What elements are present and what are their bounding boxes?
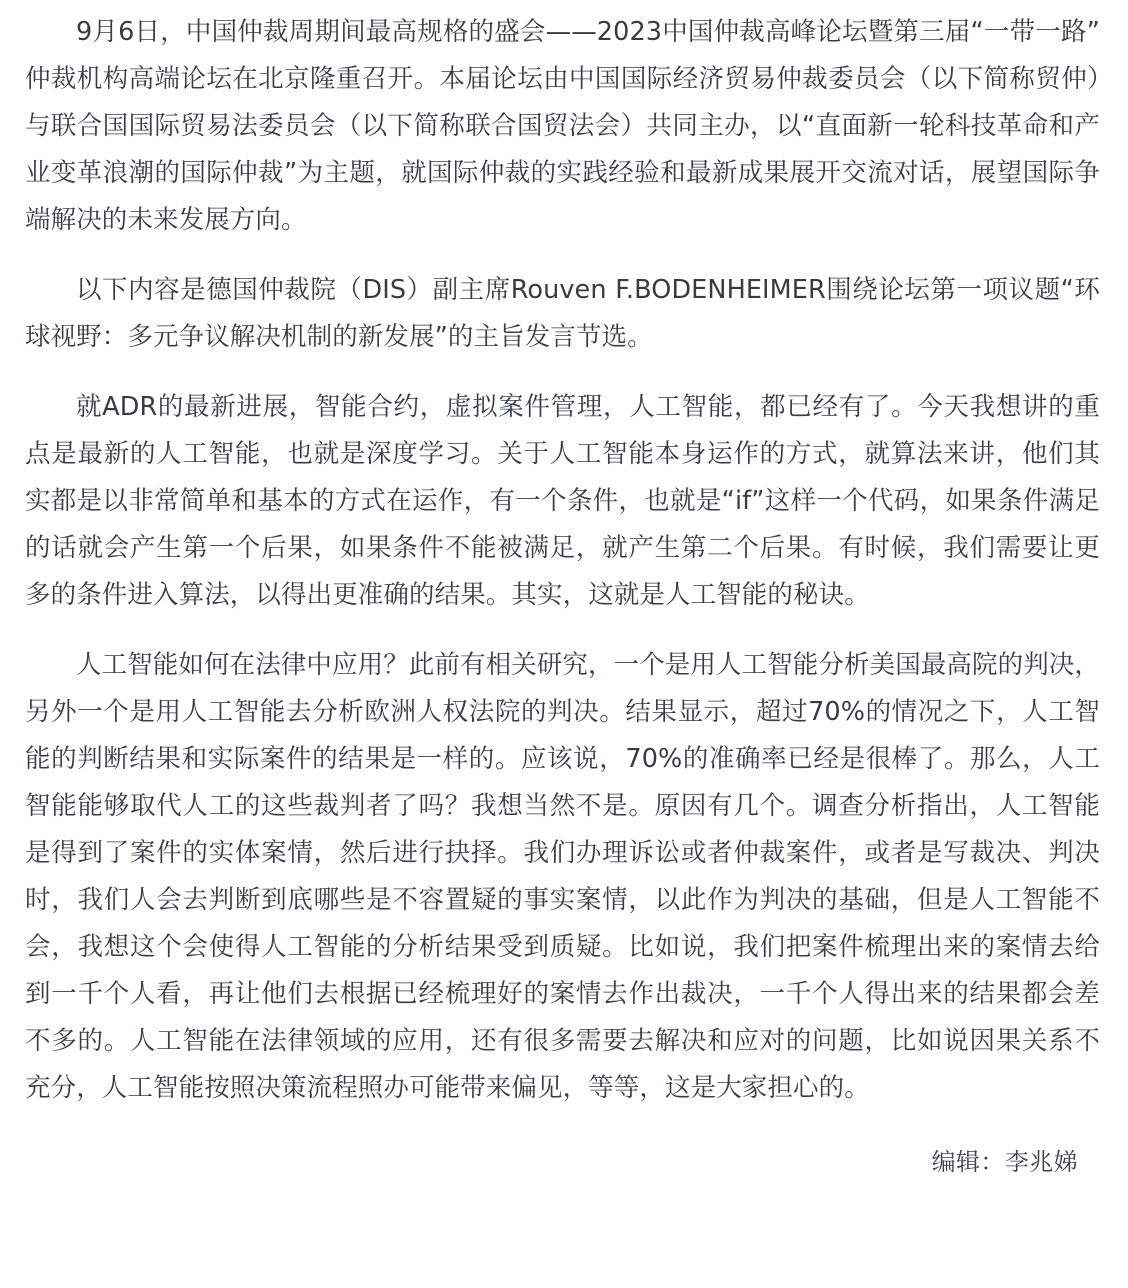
article-paragraph-4: 人工智能如何在法律中应用？此前有相关研究，一个是用人工智能分析美国最高院的判决，另外一个是用人工智能去分析欧洲人权法院的判决。结果显示，超过70%的情况之下，人工智能的判断结果和实际案件的结果是一样的。应该说，70%的准确率已经是很棒了。那么，人工智能能够取代人工的这些裁判者了吗？我想当然不是。原因有几个。调查分析指出，人工智能是得到了案件的实体案情，然后进行抉择。我们办理诉讼或者仲裁案件，或者是写裁决、判决时，我们人会去判断到底哪些是不容置疑的事实案情，以此作为判决的基础，但是人工智能不会，我想这个会使得人工智能的分析结果受到质疑。比如说，我们把案件梳理出来的案情去给到一千个人看，再让他们去根据已经梳理好的案情去作出裁决，一千个人得出来的结果都会差不多的。人工智能在法律领域的应用，还有很多需要去解决和应对的问题，比如说因果关系不充分，人工智能按照决策流程照办可能带来偏见，等等，这是大家担心的。: [25, 650, 1101, 1103]
article-footer: [25, 1142, 1100, 1182]
article-body: [25, 9, 1100, 1112]
article-paragraph-2: 以下内容是德国仲裁院（DIS）副主席Rouven F.BODENHEIMER围绕论坛第一项议题“环球视野：多元争议解决机制的新发展”的主旨发言节选。: [25, 275, 1100, 352]
editor-byline: 编辑：李兆娣: [931, 1148, 1078, 1176]
article-paragraph-3: 就ADR的最新进展，智能合约，虚拟案件管理，人工智能，都已经有了。今天我想讲的重点是最新的人工智能，也就是深度学习。关于人工智能本身运作的方式，就算法来讲，他们其实都是以非常简单和基本的方式在运作，有一个条件，也就是“if”这样一个代码，如果条件满足的话就会产生第一个后果，如果条件不能被满足，就产生第二个后果。有时候，我们需要让更多的条件进入算法，以得出更准确的结果。其实，这就是人工智能的秘诀。: [25, 392, 1100, 610]
article-paragraph-1: 9月6日，中国仲裁周期间最高规格的盛会——2023中国仲裁高峰论坛暨第三届“一带一路”仲裁机构高端论坛在北京隆重召开。本届论坛由中国国际经济贸易仲裁委员会（以下简称贸仲）与联合国国际贸易法委员会（以下简称联合国贸法会）共同主办，以“直面新一轮科技革命和产业变革浪潮的国际仲裁”为主题，就国际仲裁的实践经验和最新成果展开交流对话，展望国际争端解决的未来发展方向。: [25, 17, 1100, 235]
